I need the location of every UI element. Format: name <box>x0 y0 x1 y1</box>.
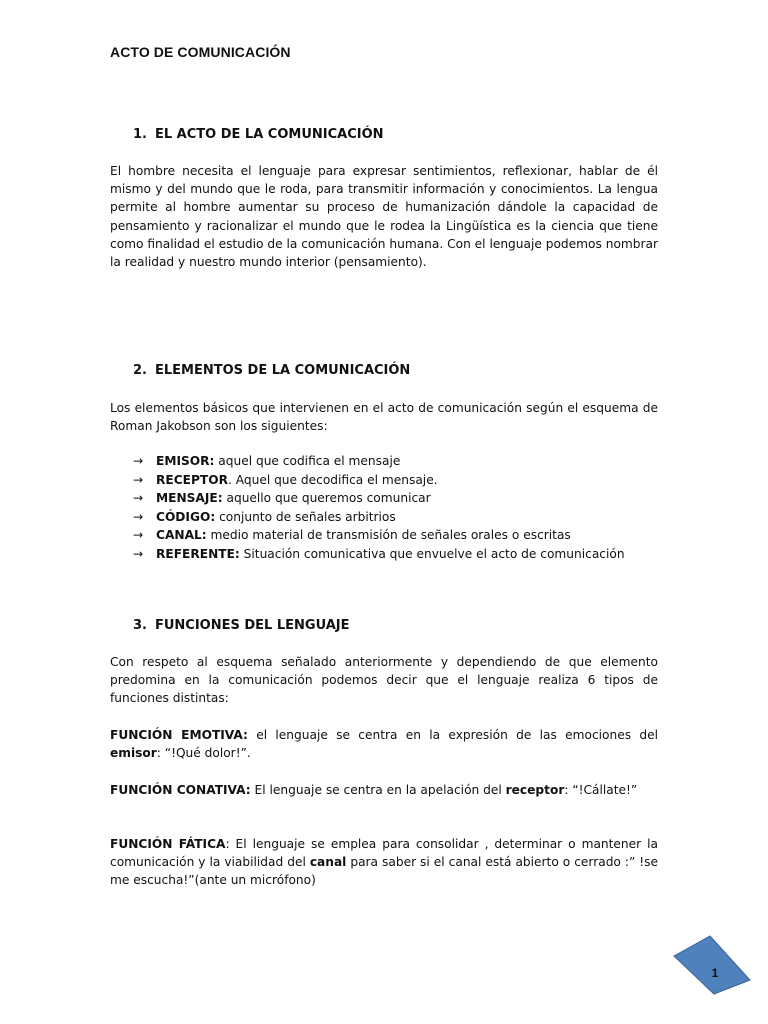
list-item-term: REFERENTE: <box>156 546 240 561</box>
list-item-text: aquello que queremos comunicar <box>222 491 431 506</box>
section-2-title: ELEMENTOS DE LA COMUNICACIÓN <box>154 363 411 378</box>
function-term: FUNCIÓN FÁTICA <box>110 837 226 851</box>
function-term: FUNCIÓN CONATIVA: <box>110 783 251 797</box>
section-1-number: 1. <box>133 127 147 142</box>
arrow-icon: → <box>133 472 144 487</box>
list-item <box>133 452 625 471</box>
section-2-paragraph: Los elementos básicos que intervienen en el acto de comunicación según el esquema de Roman Jakobson son los siguientes: <box>110 401 658 434</box>
list-item <box>133 471 625 490</box>
section-3-title: FUNCIONES DEL LENGUAJE <box>154 618 350 633</box>
function-text-end: : “!Cállate!” <box>564 783 638 797</box>
list-item <box>133 526 625 545</box>
list-item-term: EMISOR: <box>156 454 215 468</box>
function-conativa <box>110 781 658 799</box>
function-fatica <box>110 835 658 890</box>
page-number-badge-icon <box>672 934 752 996</box>
function-keyword: receptor <box>505 783 565 797</box>
list-item-term: CÓDIGO: <box>156 509 216 524</box>
section-2-heading <box>133 363 410 378</box>
list-item <box>133 489 625 508</box>
function-text: : El lenguaje se emplea para consolidar , determinar o mantener la comunicación y la viabilidad del <box>110 837 658 870</box>
list-item-text: aquel que codifica el mensaje <box>214 454 401 468</box>
function-text: el lenguaje se centra en la expresión de las emociones del <box>247 728 658 742</box>
function-emotiva <box>110 726 658 762</box>
section-3-number: 3. <box>133 618 147 633</box>
function-keyword: canal <box>309 855 347 870</box>
list-item <box>133 545 625 564</box>
function-keyword: emisor <box>110 746 157 761</box>
badge-shape <box>674 936 750 994</box>
arrow-icon: → <box>133 491 144 506</box>
function-term: FUNCIÓN EMOTIVA: <box>110 728 248 742</box>
list-item <box>133 508 625 527</box>
list-item-text: Situación comunicativa que envuelve el acto de comunicación <box>239 546 625 561</box>
section-2-number: 2. <box>133 363 147 378</box>
section-3-heading <box>133 618 350 633</box>
list-item-term: RECEPTOR <box>156 472 228 487</box>
page-number: 1 <box>711 966 719 980</box>
arrow-icon: → <box>133 546 144 561</box>
list-item-text: conjunto de señales arbitrios <box>215 509 396 524</box>
section-1-title: EL ACTO DE LA COMUNICACIÓN <box>154 127 384 142</box>
function-text-end: : “!Qué dolor!”. <box>156 746 251 761</box>
arrow-icon: → <box>133 454 144 468</box>
document-title: ACTO DE COMUNICACIÓN <box>110 44 291 60</box>
list-item-text: . Aquel que decodifica el mensaje. <box>227 472 438 487</box>
elements-list <box>133 452 625 564</box>
function-text: El lenguaje se centra en la apelación del <box>250 783 506 797</box>
list-item-term: MENSAJE: <box>156 491 223 506</box>
list-item-term: CANAL: <box>156 528 207 543</box>
section-1-heading <box>133 127 384 142</box>
list-item-text: medio material de transmisión de señales orales o escritas <box>206 528 571 543</box>
function-text-end: para saber si el canal está abierto o cerrado :” !se me escucha!”(ante un micrófono) <box>110 855 659 888</box>
section-3-paragraph: Con respeto al esquema señalado anteriormente y dependiendo de que elemento predomina en la comunicación podemos decir que el lenguaje realiza 6 tipos de funciones distintas: <box>110 655 658 706</box>
arrow-icon: → <box>133 528 144 543</box>
arrow-icon: → <box>133 509 144 524</box>
section-1-paragraph: El hombre necesita el lenguaje para expresar sentimientos, reflexionar, hablar de él mismo y del mundo que le roda, para transmitir información y conocimientos. La lengua permite al hombre aumentar su proceso de humanización dándole la capacidad de pensamiento y racionalizar el mundo que le rodea la Lingüística es la ciencia que tiene como finalidad el estudio de la comunicación humana. Con el lenguaje podemos nombrar la realidad y nuestro mundo interior (pensamiento). <box>110 164 658 270</box>
